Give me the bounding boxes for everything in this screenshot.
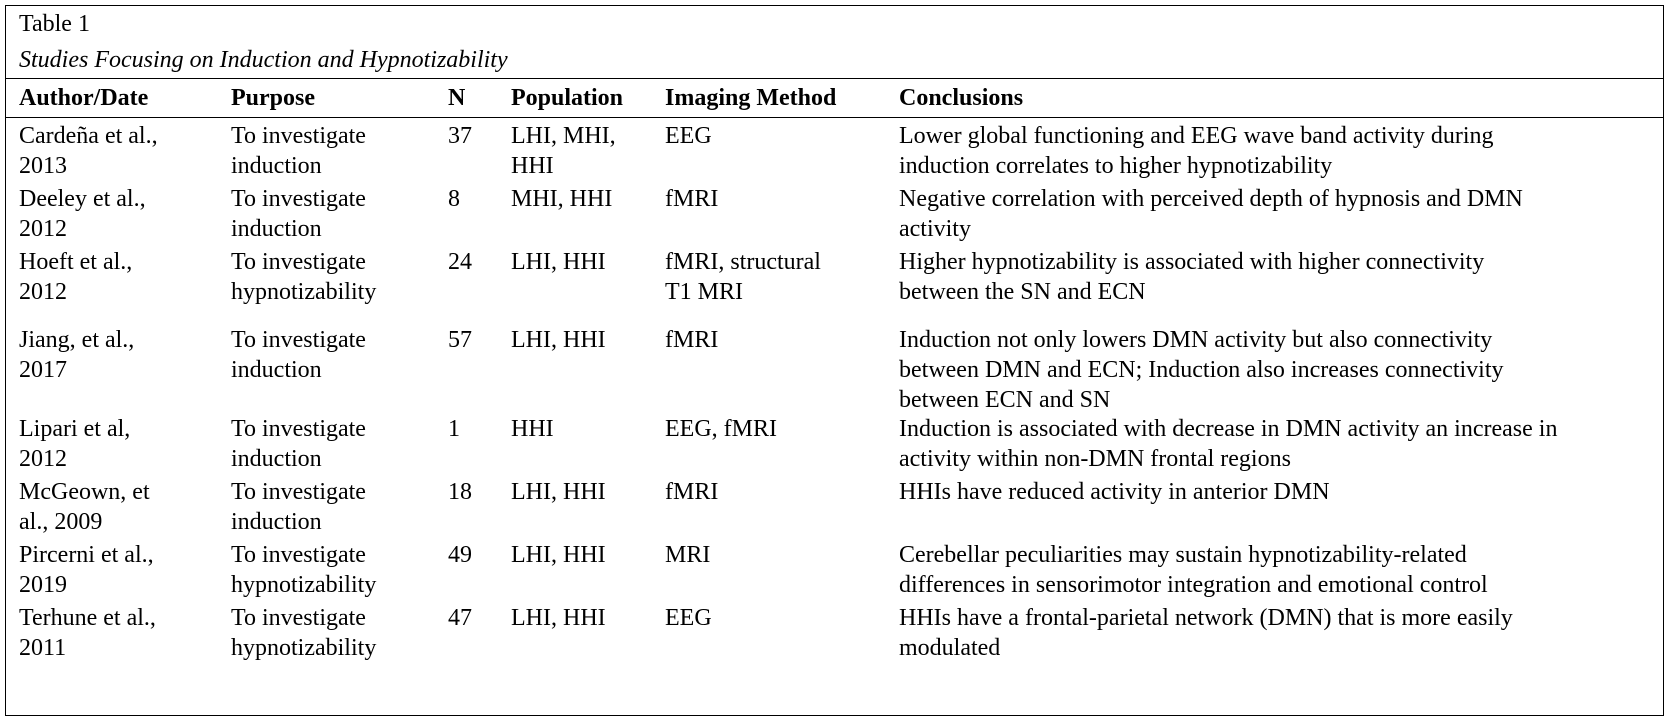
cell-purpose: To investigate bbox=[231, 186, 366, 212]
cell-conclusions: differences in sensorimotor integration and emotional control bbox=[899, 572, 1488, 598]
cell-author-date: Deeley et al., bbox=[19, 186, 146, 212]
cell-purpose: To investigate bbox=[231, 542, 366, 568]
cell-imaging-method: EEG, fMRI bbox=[665, 416, 777, 442]
cell-n: 18 bbox=[448, 479, 472, 505]
header-author-date: Author/Date bbox=[19, 85, 149, 111]
table-title: Studies Focusing on Induction and Hypnotizability bbox=[19, 47, 508, 73]
cell-population: MHI, HHI bbox=[511, 186, 613, 212]
cell-imaging-method: fMRI bbox=[665, 479, 719, 505]
cell-purpose: hypnotizability bbox=[231, 572, 377, 598]
cell-purpose: To investigate bbox=[231, 327, 366, 353]
cell-purpose: induction bbox=[231, 153, 322, 179]
header-top-rule bbox=[5, 78, 1664, 79]
cell-imaging-method: T1 MRI bbox=[665, 279, 743, 305]
cell-author-date: 2019 bbox=[19, 572, 67, 598]
cell-author-date: 2013 bbox=[19, 153, 67, 179]
cell-population: HHI bbox=[511, 153, 554, 179]
header-imaging-method: Imaging Method bbox=[665, 85, 837, 111]
cell-population: LHI, HHI bbox=[511, 479, 606, 505]
cell-conclusions: induction correlates to higher hypnotizability bbox=[899, 153, 1333, 179]
cell-purpose: To investigate bbox=[231, 249, 366, 275]
cell-n: 37 bbox=[448, 123, 472, 149]
cell-n: 8 bbox=[448, 186, 460, 212]
cell-n: 24 bbox=[448, 249, 472, 275]
cell-conclusions: between ECN and SN bbox=[899, 387, 1111, 413]
header-bottom-rule bbox=[5, 117, 1664, 118]
cell-conclusions: HHIs have reduced activity in anterior DMN bbox=[899, 479, 1330, 505]
cell-author-date: 2012 bbox=[19, 446, 67, 472]
cell-author-date: Cardeña et al., bbox=[19, 123, 158, 149]
cell-population: LHI, MHI, bbox=[511, 123, 616, 149]
cell-n: 49 bbox=[448, 542, 472, 568]
cell-n: 47 bbox=[448, 605, 472, 631]
cell-population: LHI, HHI bbox=[511, 605, 606, 631]
cell-author-date: al., 2009 bbox=[19, 509, 103, 535]
cell-conclusions: HHIs have a frontal-parietal network (DMN) that is more easily bbox=[899, 605, 1513, 631]
header-conclusions: Conclusions bbox=[899, 85, 1024, 111]
cell-conclusions: Negative correlation with perceived depth of hypnosis and DMN bbox=[899, 186, 1523, 212]
cell-author-date: Hoeft et al., bbox=[19, 249, 133, 275]
cell-imaging-method: EEG bbox=[665, 123, 712, 149]
cell-conclusions: Lower global functioning and EEG wave band activity during bbox=[899, 123, 1494, 149]
cell-imaging-method: fMRI bbox=[665, 186, 719, 212]
cell-purpose: induction bbox=[231, 216, 322, 242]
cell-imaging-method: MRI bbox=[665, 542, 711, 568]
table-number: Table 1 bbox=[19, 11, 90, 37]
cell-purpose: To investigate bbox=[231, 605, 366, 631]
cell-population: LHI, HHI bbox=[511, 327, 606, 353]
cell-conclusions: activity within non-DMN frontal regions bbox=[899, 446, 1291, 472]
cell-author-date: Jiang, et al., bbox=[19, 327, 135, 353]
cell-conclusions: between DMN and ECN; Induction also increases connectivity bbox=[899, 357, 1504, 383]
cell-purpose: To investigate bbox=[231, 479, 366, 505]
cell-author-date: 2017 bbox=[19, 357, 67, 383]
header-population: Population bbox=[511, 85, 624, 111]
cell-purpose: To investigate bbox=[231, 416, 366, 442]
cell-n: 57 bbox=[448, 327, 472, 353]
cell-author-date: 2012 bbox=[19, 279, 67, 305]
cell-author-date: Lipari et al, bbox=[19, 416, 131, 442]
cell-author-date: Pircerni et al., bbox=[19, 542, 154, 568]
cell-population: LHI, HHI bbox=[511, 542, 606, 568]
cell-author-date: Terhune et al., bbox=[19, 605, 156, 631]
cell-author-date: 2011 bbox=[19, 635, 67, 661]
cell-conclusions: between the SN and ECN bbox=[899, 279, 1146, 305]
cell-imaging-method: fMRI bbox=[665, 327, 719, 353]
cell-purpose: To investigate bbox=[231, 123, 366, 149]
cell-imaging-method: EEG bbox=[665, 605, 712, 631]
cell-conclusions: Higher hypnotizability is associated with higher connectivity bbox=[899, 249, 1485, 275]
cell-author-date: 2012 bbox=[19, 216, 67, 242]
cell-purpose: induction bbox=[231, 509, 322, 535]
cell-conclusions: Induction is associated with decrease in DMN activity an increase in bbox=[899, 416, 1558, 442]
cell-conclusions: modulated bbox=[899, 635, 1001, 661]
header-purpose: Purpose bbox=[231, 85, 315, 111]
cell-purpose: hypnotizability bbox=[231, 279, 377, 305]
cell-conclusions: activity bbox=[899, 216, 971, 242]
cell-population: LHI, HHI bbox=[511, 249, 606, 275]
header-n: N bbox=[448, 85, 466, 111]
cell-conclusions: Induction not only lowers DMN activity but also connectivity bbox=[899, 327, 1493, 353]
cell-imaging-method: fMRI, structural bbox=[665, 249, 821, 275]
cell-purpose: induction bbox=[231, 357, 322, 383]
cell-author-date: McGeown, et bbox=[19, 479, 150, 505]
cell-purpose: induction bbox=[231, 446, 322, 472]
cell-population: HHI bbox=[511, 416, 554, 442]
cell-conclusions: Cerebellar peculiarities may sustain hypnotizability-related bbox=[899, 542, 1467, 568]
cell-purpose: hypnotizability bbox=[231, 635, 377, 661]
cell-n: 1 bbox=[448, 416, 460, 442]
